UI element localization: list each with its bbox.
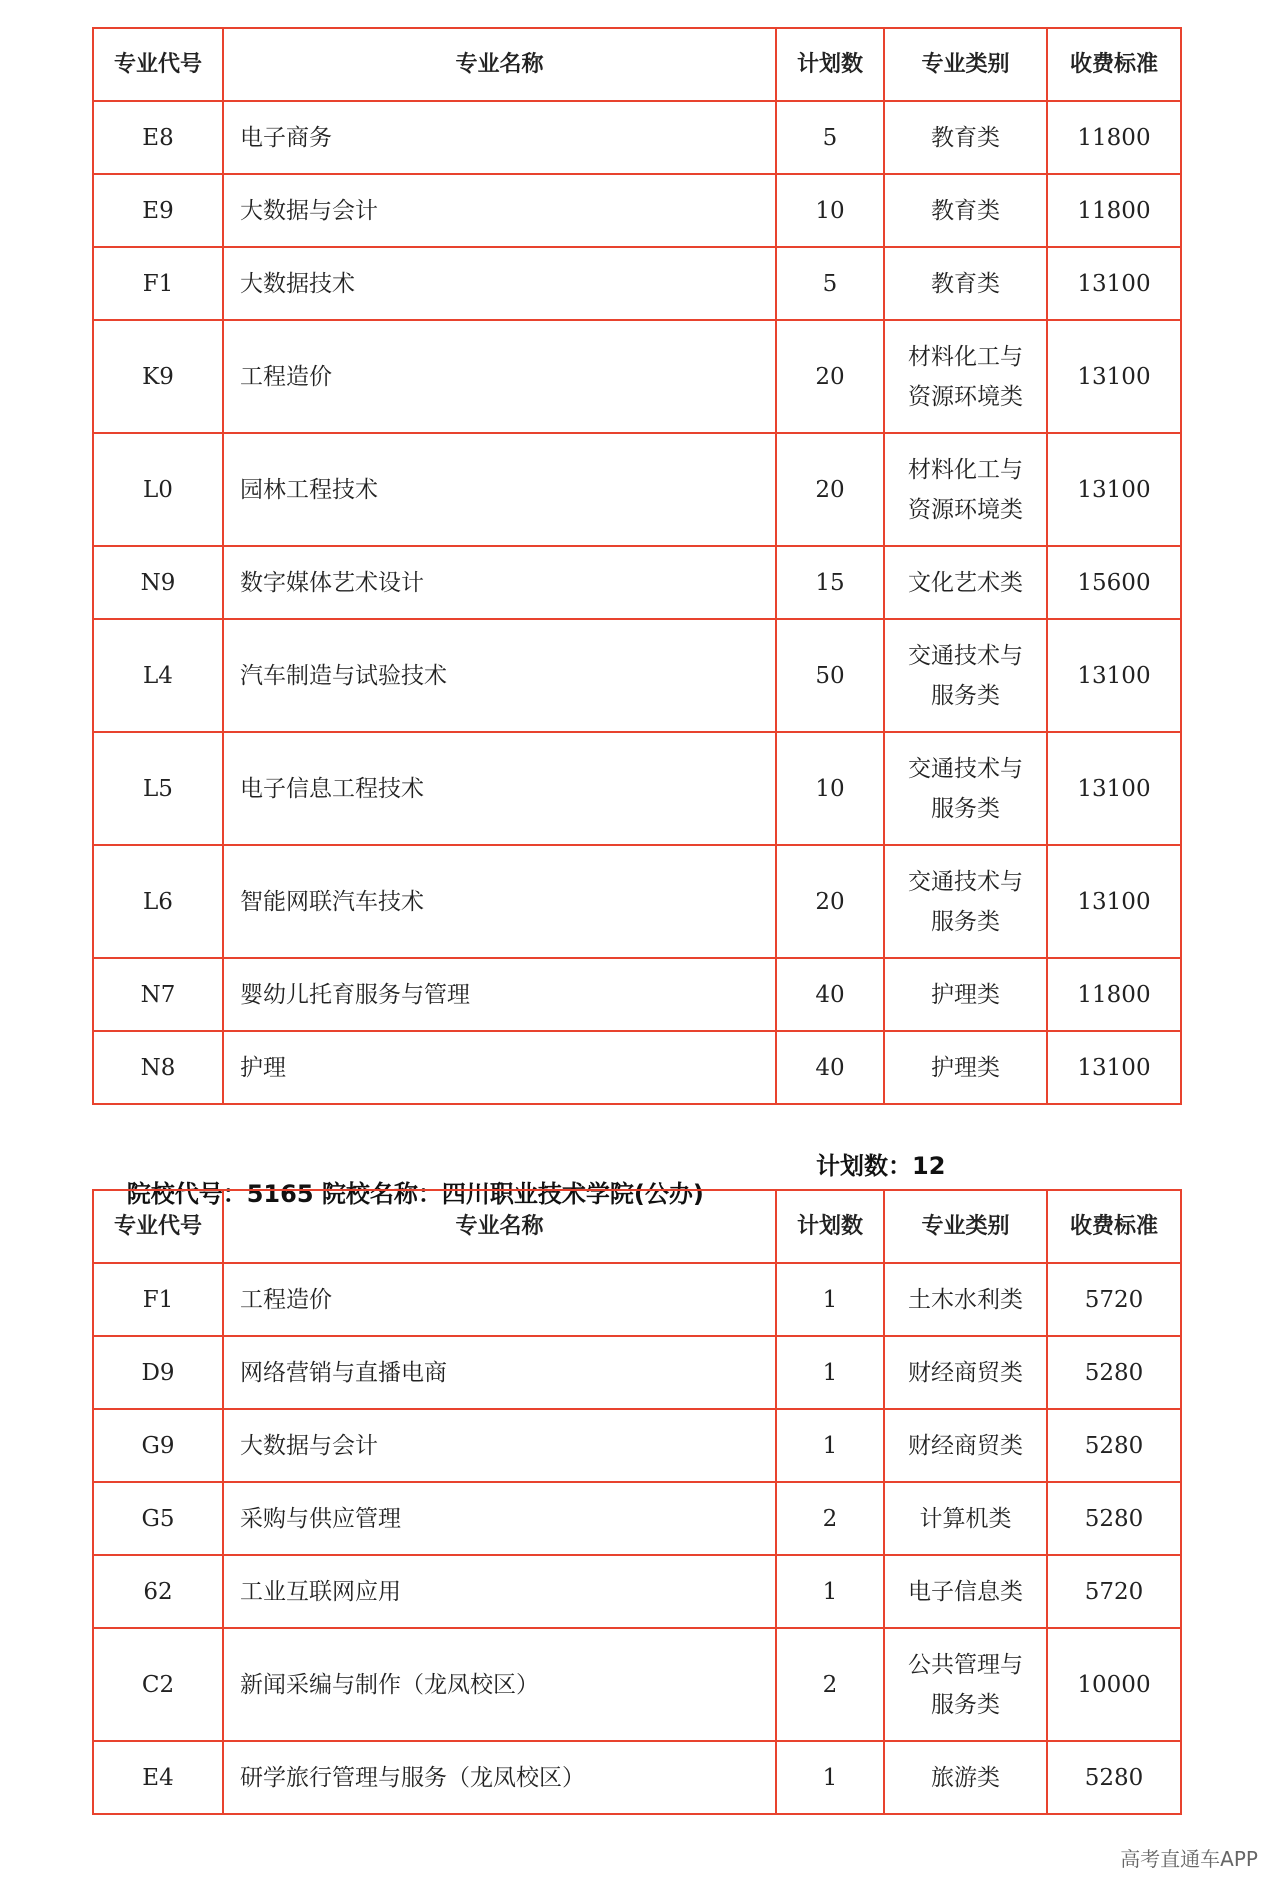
major-code: K9 — [93, 320, 223, 433]
major-code: 62 — [93, 1555, 223, 1628]
fee-standard: 13100 — [1047, 320, 1181, 433]
fee-standard: 5280 — [1047, 1482, 1181, 1555]
category-line: 服务类 — [931, 908, 1000, 935]
category-line: 文化艺术类 — [908, 569, 1023, 596]
major-code: E8 — [93, 101, 223, 174]
table-row — [93, 1555, 1181, 1628]
major-name: 电子信息工程技术 — [223, 732, 776, 845]
major-name: 网络营销与直播电商 — [223, 1336, 776, 1409]
category-line: 材料化工与 — [908, 343, 1023, 370]
major-category — [884, 845, 1047, 958]
table-row — [93, 732, 1181, 845]
header-name: 专业名称 — [223, 1190, 776, 1263]
category-line: 护理类 — [931, 981, 1000, 1008]
plan-count: 15 — [776, 546, 884, 619]
major-category — [884, 174, 1047, 247]
header-plan: 计划数 — [776, 28, 884, 101]
fee-standard: 10000 — [1047, 1628, 1181, 1741]
fee-standard: 5720 — [1047, 1555, 1181, 1628]
plan-count: 10 — [776, 732, 884, 845]
major-category — [884, 320, 1047, 433]
table-row — [93, 101, 1181, 174]
category-line: 材料化工与 — [908, 456, 1023, 483]
plan-count: 20 — [776, 433, 884, 546]
majors-table-1 — [92, 27, 1182, 1105]
table-row — [93, 958, 1181, 1031]
plan-count: 1 — [776, 1555, 884, 1628]
table-header — [93, 1190, 1181, 1263]
major-code: E4 — [93, 1741, 223, 1814]
header-category: 专业类别 — [884, 28, 1047, 101]
fee-standard: 5280 — [1047, 1409, 1181, 1482]
fee-standard: 13100 — [1047, 619, 1181, 732]
major-category — [884, 1409, 1047, 1482]
table-body — [93, 101, 1181, 1104]
plan-count: 40 — [776, 1031, 884, 1104]
major-code: L5 — [93, 732, 223, 845]
major-category — [884, 1628, 1047, 1741]
plan-count: 2 — [776, 1482, 884, 1555]
major-category — [884, 1482, 1047, 1555]
major-name: 大数据与会计 — [223, 174, 776, 247]
header-name: 专业名称 — [223, 28, 776, 101]
plan-count: 1 — [776, 1263, 884, 1336]
table-header — [93, 28, 1181, 101]
plan-count: 1 — [776, 1336, 884, 1409]
table-row — [93, 1741, 1181, 1814]
major-category — [884, 433, 1047, 546]
fee-standard: 13100 — [1047, 433, 1181, 546]
major-name: 大数据与会计 — [223, 1409, 776, 1482]
category-line: 资源环境类 — [908, 496, 1023, 523]
category-line: 教育类 — [931, 124, 1000, 151]
category-line: 公共管理与 — [908, 1651, 1023, 1678]
category-line: 旅游类 — [931, 1764, 1000, 1791]
header-fee: 收费标准 — [1047, 1190, 1181, 1263]
plan-count: 50 — [776, 619, 884, 732]
major-name: 智能网联汽车技术 — [223, 845, 776, 958]
major-category — [884, 732, 1047, 845]
major-name: 园林工程技术 — [223, 433, 776, 546]
table-row — [93, 1628, 1181, 1741]
category-line: 交通技术与 — [908, 642, 1023, 669]
fee-standard: 5280 — [1047, 1741, 1181, 1814]
major-name: 采购与供应管理 — [223, 1482, 776, 1555]
major-code: L0 — [93, 433, 223, 546]
table-row — [93, 247, 1181, 320]
category-line: 电子信息类 — [908, 1578, 1023, 1605]
header-fee: 收费标准 — [1047, 28, 1181, 101]
header-plan: 计划数 — [776, 1190, 884, 1263]
major-category — [884, 619, 1047, 732]
major-name: 数字媒体艺术设计 — [223, 546, 776, 619]
table-row — [93, 174, 1181, 247]
category-line: 服务类 — [931, 1691, 1000, 1718]
plan-count: 2 — [776, 1628, 884, 1741]
major-category — [884, 1336, 1047, 1409]
watermark: 高考直通车APP — [1120, 1847, 1258, 1871]
fee-standard: 15600 — [1047, 546, 1181, 619]
majors-table-2 — [92, 1189, 1182, 1815]
plan-count: 20 — [776, 320, 884, 433]
fee-standard: 13100 — [1047, 845, 1181, 958]
major-code: L4 — [93, 619, 223, 732]
major-name: 工业互联网应用 — [223, 1555, 776, 1628]
major-category — [884, 1263, 1047, 1336]
plan-count: 5 — [776, 101, 884, 174]
category-line: 护理类 — [931, 1054, 1000, 1081]
category-line: 服务类 — [931, 682, 1000, 709]
table-row — [93, 320, 1181, 433]
major-code: N7 — [93, 958, 223, 1031]
major-name: 护理 — [223, 1031, 776, 1104]
table-body — [93, 1263, 1181, 1814]
major-category — [884, 1555, 1047, 1628]
major-code: D9 — [93, 1336, 223, 1409]
table-row — [93, 1336, 1181, 1409]
major-name: 工程造价 — [223, 1263, 776, 1336]
plan-count: 10 — [776, 174, 884, 247]
table-row — [93, 433, 1181, 546]
category-line: 教育类 — [931, 197, 1000, 224]
fee-standard: 13100 — [1047, 732, 1181, 845]
major-category — [884, 101, 1047, 174]
major-code: F1 — [93, 1263, 223, 1336]
major-category — [884, 247, 1047, 320]
header-code: 专业代号 — [93, 28, 223, 101]
table-row — [93, 1031, 1181, 1104]
plan-count: 1 — [776, 1409, 884, 1482]
major-code: E9 — [93, 174, 223, 247]
fee-standard: 13100 — [1047, 247, 1181, 320]
major-category — [884, 1741, 1047, 1814]
table-row — [93, 1482, 1181, 1555]
major-code: N9 — [93, 546, 223, 619]
table-row — [93, 845, 1181, 958]
category-line: 教育类 — [931, 270, 1000, 297]
major-name: 电子商务 — [223, 101, 776, 174]
major-code: F1 — [93, 247, 223, 320]
major-code: G9 — [93, 1409, 223, 1482]
major-name: 研学旅行管理与服务（龙凤校区） — [223, 1741, 776, 1814]
school-info: 院校代号：5165 院校名称：四川职业技术学院(公办) — [126, 1180, 704, 1208]
school-plan-count: 计划数：12 — [816, 1152, 946, 1180]
header-code: 专业代号 — [93, 1190, 223, 1263]
major-name: 新闻采编与制作（龙凤校区） — [223, 1628, 776, 1741]
category-line: 计算机类 — [919, 1505, 1012, 1532]
category-line: 资源环境类 — [908, 383, 1023, 410]
category-line: 交通技术与 — [908, 868, 1023, 895]
table-row — [93, 1263, 1181, 1336]
category-line: 财经商贸类 — [908, 1432, 1023, 1459]
plan-count: 40 — [776, 958, 884, 1031]
plan-count: 20 — [776, 845, 884, 958]
fee-standard: 5280 — [1047, 1336, 1181, 1409]
major-category — [884, 958, 1047, 1031]
major-code: G5 — [93, 1482, 223, 1555]
fee-standard: 11800 — [1047, 174, 1181, 247]
fee-standard: 11800 — [1047, 101, 1181, 174]
category-line: 土木水利类 — [908, 1286, 1023, 1313]
major-code: L6 — [93, 845, 223, 958]
table-row — [93, 546, 1181, 619]
category-line: 财经商贸类 — [908, 1359, 1023, 1386]
major-name: 婴幼儿托育服务与管理 — [223, 958, 776, 1031]
table-row — [93, 619, 1181, 732]
major-name: 工程造价 — [223, 320, 776, 433]
fee-standard: 11800 — [1047, 958, 1181, 1031]
fee-standard: 13100 — [1047, 1031, 1181, 1104]
major-code: N8 — [93, 1031, 223, 1104]
major-name: 汽车制造与试验技术 — [223, 619, 776, 732]
major-code: C2 — [93, 1628, 223, 1741]
plan-count: 5 — [776, 247, 884, 320]
major-category — [884, 546, 1047, 619]
fee-standard: 5720 — [1047, 1263, 1181, 1336]
category-line: 交通技术与 — [908, 755, 1023, 782]
major-name: 大数据技术 — [223, 247, 776, 320]
major-category — [884, 1031, 1047, 1104]
header-category: 专业类别 — [884, 1190, 1047, 1263]
table-row — [93, 1409, 1181, 1482]
plan-count: 1 — [776, 1741, 884, 1814]
category-line: 服务类 — [931, 795, 1000, 822]
